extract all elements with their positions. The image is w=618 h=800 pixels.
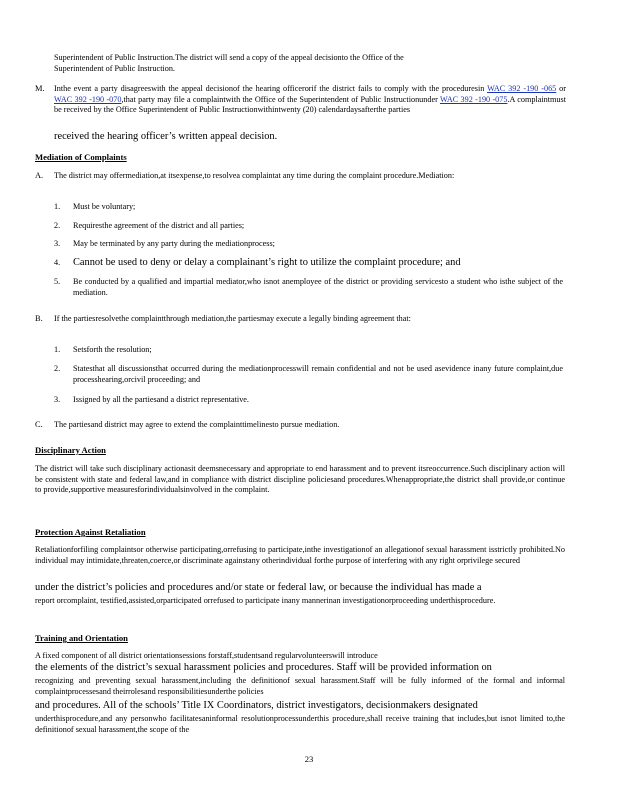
training-paragraph-a: A fixed component of all district orientationsessions forstaff,studentsand regularvolunteerswill introduce [35,651,378,660]
training-paragraph-b: the elements of the district’s sexual harassment policies and procedures. Staff will be provided information on [35,662,492,673]
training-paragraph-c: recognizing and preventing sexual harassment,including the definitionof sexual harassment.Staff will be fully informed of the formal and informal complaintprocessesand theirrolesand responsibilitiesunderthe policies [35,676,565,696]
wac-link-070[interactable]: WAC 392 -190 -070 [54,94,122,104]
training-paragraph-d: and procedures. All of the schools’ Title IX Coordinators, district investigators, decisionmakers designated [35,700,478,711]
mediation-item-5-number: 5. [54,277,61,286]
mediation-item-4: Cannot be used to deny or delay a complainant’s right to utilize the complaint procedure; and [73,257,461,268]
continuation-line-1: Superintendent of Public Instruction.The district will send a copy of the appeal decisionto the Office of the [54,53,404,62]
mediation-a-label: A. [35,171,44,180]
item-m-text-b: ,that party may file a complaintwith the Office of the Superintendent of Public Instructionunder [121,94,438,104]
continuation-paragraph [54,53,566,74]
mediation-a-text: The district may offermediation,at itsexpense,to resolvea complaintat any time during the complaint procedure.Mediation: [54,171,455,180]
mediation-item-2-number: 2. [54,221,61,230]
agreement-item-2-number: 2. [54,364,61,373]
training-heading: Training and Orientation [35,633,128,643]
item-m-text-d: received the hearing officer’s written appeal decision. [54,131,278,142]
retaliation-paragraph-a: Retaliationforfiling complaintsor otherwise participating,orrefusing to participate,inthe investigationof an allegationof sexual harassment isstrictly prohibited.No individual may intimidate,threaten,coerce,or discriminate againstany otherindividual forthe purpose of interfering with any right orprivilege secured [35,545,565,565]
training-paragraph-e: underthisprocedure,and any personwho facilitatesaninformal resolutionprocessunderthis procedure,shall receive training that includes,but isnot limited to,the definitionof sexual harassment,the scope of the [35,714,565,734]
mediation-b-label: B. [35,314,43,323]
wac-link-075[interactable]: WAC 392 -190 -075 [440,94,508,104]
wac-link-065[interactable]: WAC 392 -190 -065 [487,84,557,93]
continuation-line-2: Superintendent of Public Instruction. [54,63,175,73]
mediation-item-3-number: 3. [54,239,61,248]
mediation-item-1-number: 1. [54,202,61,211]
agreement-item-1: Setsforth the resolution; [73,345,152,354]
page-number: 23 [304,754,314,764]
retaliation-heading: Protection Against Retaliation [35,527,146,537]
mediation-item-5: Be conducted by a qualified and impartial mediator,who isnot anemployee of the district or providing servicesto a student who isthe subject of the mediation. [73,277,563,297]
mediation-item-4-number: 4. [54,258,61,267]
item-m-label: M. [35,84,45,93]
item-m-text-a: Inthe event a party disagreeswith the appeal decisionof the hearing officerorif the district fails to comply with the proceduresin [54,84,485,93]
agreement-item-1-number: 1. [54,345,61,354]
disciplinary-heading: Disciplinary Action [35,445,106,455]
agreement-item-3: Issigned by all the partiesand a district representative. [73,395,249,404]
mediation-c-text: The partiesand district may agree to extend the complainttimelinesto pursue mediation. [54,420,340,429]
item-m-or: or [559,84,566,93]
mediation-b-text: If the partiesresolvethe complaintthrough mediation,the partiesmay execute a legally binding agreement that: [54,314,411,323]
item-m-paragraph [54,84,566,116]
agreement-item-2: Statesthat all discussionsthat occurred during the mediationprocesswill remain confidential and not be used asevidence inany future complaint,due processhearing,orcivil proceeding; and [73,364,563,384]
mediation-item-1: Must be voluntary; [73,202,136,211]
mediation-heading: Mediation of Complaints [35,152,127,162]
mediation-c-label: C. [35,420,43,429]
retaliation-paragraph-c: report orcomplaint, testified,assisted,orparticipated orrefused to participate inany mannerinan investigationorproceeding underthisprocedure. [35,596,496,605]
mediation-item-2: Requiresthe agreement of the district and all parties; [73,221,245,230]
disciplinary-paragraph: The district will take such disciplinary actionasit deemsnecessary and appropriate to end harassment and to prevent itsreoccurrence.Such disciplinary action will be consistent with state and federal law,and in compliance with district discipline policiesand procedures.Whenappropriate,the district shall provide,or continue to provide,supportive measuresforindividualsinvolved in the complaint. [35,464,565,494]
mediation-item-3: May be terminated by any party during the mediationprocess; [73,239,275,248]
agreement-item-3-number: 3. [54,395,61,404]
retaliation-paragraph-b: under the district’s policies and procedures and/or state or federal law, or because the individual has made a [35,582,482,593]
item-m-text-c: .A complaintmust be received by the Office Superintendent of Public Instructionwithintwenty (20) calendardaysafterthe parties [54,94,566,114]
